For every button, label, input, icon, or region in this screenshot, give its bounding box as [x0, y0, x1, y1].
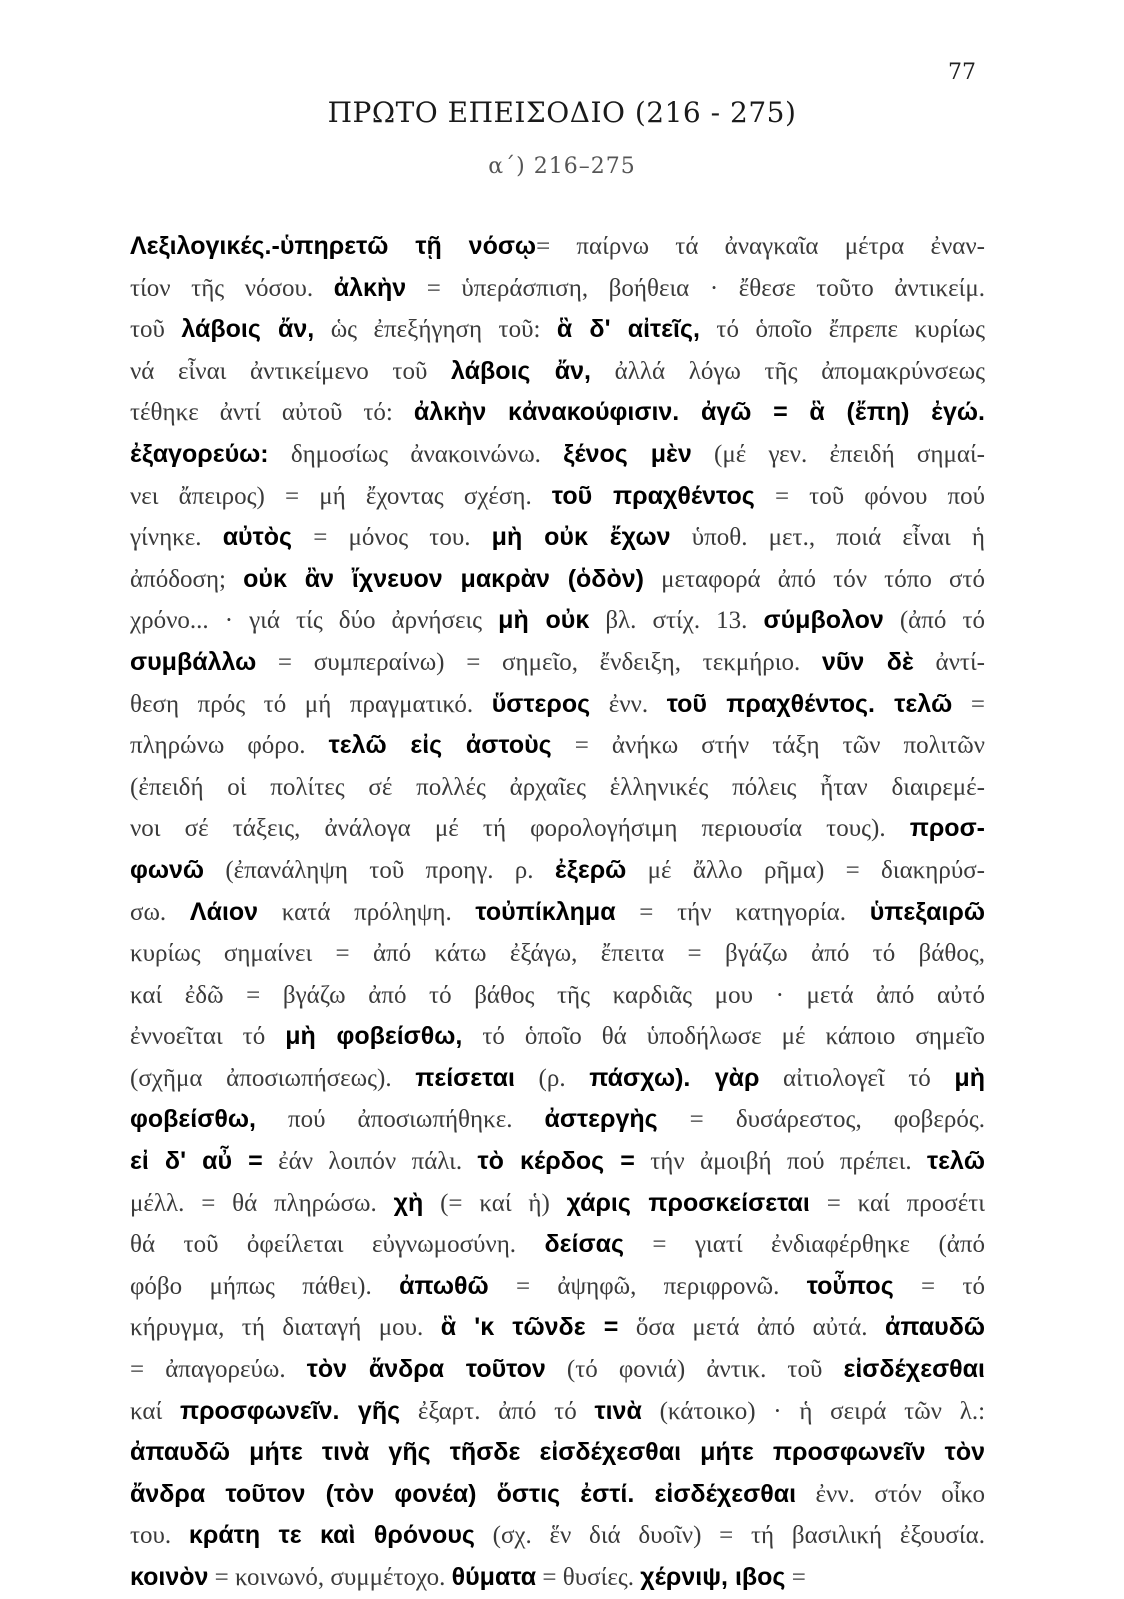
gloss-text: (ἐπειδή οἱ πολίτες σέ πολλές ἀρχαῖες ἑλληνικές πόλεις ἦταν διαιρεμέ- — [130, 773, 985, 801]
gloss-text: = — [785, 1564, 806, 1591]
gloss-text: = ὑπεράσπιση, βοήθεια · ἔθεσε τοῦτο ἀντικείμ. — [406, 274, 985, 302]
gloss-text: = καί προσέτι — [809, 1189, 985, 1217]
lemma-term: ἄνδρα τοῦτον (τὸν φονέα) ὅστις ἐστί. εἰσδέχεσθαι — [130, 1479, 797, 1508]
text-line — [130, 226, 985, 268]
text-line — [130, 684, 985, 726]
gloss-text: = κοινωνό, συμμέτοχο. — [208, 1564, 452, 1591]
gloss-text: σω. — [130, 898, 190, 926]
text-line — [130, 975, 985, 1017]
gloss-text: μέλλ. = θά πληρώσω. — [130, 1189, 394, 1217]
lemma-term: μὴ οὐκ ἔχων — [491, 523, 671, 552]
lemma-term: τοῦ πραχθέντος — [551, 481, 755, 510]
lemma-term: ἀστεργὴς — [544, 1105, 658, 1134]
gloss-text: (σχ. ἕν διά δυοῖν) = τή βασιλική ἐξουσία. — [474, 1522, 985, 1550]
lemma-term: μὴ οὐκ — [498, 606, 590, 635]
gloss-text: φόβο μήπως πάθει). — [130, 1272, 400, 1300]
lemma-term: ἀπαυδῶ — [884, 1313, 985, 1342]
gloss-text: (= καί ἡ) — [423, 1189, 567, 1217]
lemma-term: προσ- — [909, 814, 985, 843]
gloss-text: = θυσίες. — [536, 1564, 641, 1591]
lemma-term: εἰ δ' αὖ = — [130, 1147, 263, 1176]
lemma-term: μὴ — [954, 1063, 985, 1092]
gloss-text: ὅσα μετά ἀπό αὐτά. — [618, 1314, 885, 1342]
gloss-text: ἀντί- — [913, 648, 985, 676]
lemma-term: ἀπωθῶ — [399, 1271, 489, 1300]
text-line — [130, 767, 985, 809]
text-line — [130, 642, 985, 684]
gloss-text: τήν ἀμοιβή πού πρέπει. — [634, 1148, 927, 1176]
gloss-text: = δυσάρεστος, φοβερός. — [657, 1106, 986, 1134]
lemma-term: τοὐπίκλημα — [475, 897, 616, 926]
text-line — [130, 1307, 985, 1349]
lemma-term: οὐκ ἂν ἴχνευον μακρὰν (ὁδὸν) — [243, 564, 644, 593]
gloss-text: (σχῆμα ἀποσιωπήσεως). — [130, 1064, 416, 1092]
gloss-text: = τοῦ φόνου πού — [754, 482, 985, 510]
gloss-text: τίον τῆς νόσου. — [130, 274, 334, 302]
gloss-text: τό ὁποῖο ἔπρεπε κυρίως — [699, 316, 985, 344]
text-line — [130, 725, 985, 767]
lemma-term: νῦν δὲ — [821, 647, 914, 676]
gloss-text: ὡς ἐπεξήγηση τοῦ: — [314, 316, 557, 344]
text-line — [130, 600, 985, 642]
text-line — [130, 309, 985, 351]
lemma-term: δείσας — [544, 1230, 624, 1259]
lemma-term: χάρις προσκείσεται — [566, 1188, 810, 1217]
gloss-text: = τό — [893, 1272, 985, 1300]
text-line — [130, 1141, 985, 1183]
lemma-term: Λεξιλογικές.-ὑπηρετῶ τῇ νόσῳ — [130, 232, 537, 260]
text-line — [130, 808, 985, 850]
gloss-text: (μέ γεν. ἐπειδή σημαί- — [691, 440, 986, 468]
lemma-term: συμβάλλω — [130, 647, 257, 676]
lemma-term: ἀπαυδῶ μήτε τινὰ γῆς τῆσδε εἰσδέχεσθαι μήτε προσφωνεῖν τὸν — [130, 1438, 985, 1467]
text-line — [130, 1058, 985, 1100]
gloss-text: τέθηκε ἀντί αὐτοῦ τό: — [130, 399, 414, 427]
text-line — [130, 476, 985, 518]
text-line — [130, 351, 985, 393]
gloss-text: ἐάν λοιπόν πάλι. — [262, 1148, 478, 1176]
lemma-term: ἐξαγορεύω: — [130, 439, 269, 468]
lemma-term: ἀλκὴν — [333, 273, 407, 302]
text-line — [130, 434, 985, 476]
text-line — [130, 1515, 985, 1557]
lemma-term: θύματα — [451, 1563, 537, 1591]
gloss-text: νά εἶναι ἀντικείμενο τοῦ — [130, 357, 451, 385]
text-line — [130, 1016, 985, 1058]
lemma-term: λάβοις ἄν, — [450, 356, 591, 385]
gloss-text: κατά πρόληψη. — [258, 898, 476, 926]
gloss-text: νει ἄπειρος) = μή ἔχοντας σχέση. — [130, 482, 552, 510]
vocabulary-text — [130, 226, 985, 1599]
text-line — [130, 1266, 985, 1308]
gloss-text: θά τοῦ ὀφείλεται εὐγνωμοσύνη. — [130, 1231, 545, 1259]
text-line — [130, 933, 985, 975]
lemma-term: εἰσδέχεσθαι — [843, 1355, 985, 1384]
text-line — [130, 1432, 985, 1474]
gloss-text: καί — [130, 1397, 180, 1425]
text-line — [130, 1557, 985, 1599]
lemma-term: τινὰ — [594, 1396, 642, 1425]
lemma-term: πάσχω). γὰρ — [589, 1063, 760, 1092]
gloss-text: ἀλλά λόγω τῆς ἀπομακρύνσεως — [591, 357, 985, 385]
text-line — [130, 559, 985, 601]
lemma-term: φωνῶ — [130, 855, 205, 884]
gloss-text: ὑποθ. μετ., ποιά εἶναι ἡ — [670, 524, 986, 552]
lemma-term: σύμβολον — [763, 606, 884, 635]
gloss-text: = μόνος του. — [292, 524, 492, 552]
gloss-text: καί ἐδῶ = βγάζω ἀπό τό βάθος τῆς καρδιᾶς μου · μετά ἀπό αὐτό — [130, 981, 985, 1009]
text-line — [130, 1474, 985, 1516]
gloss-text: μέ ἄλλο ρῆμα) = διακηρύσ- — [626, 856, 985, 884]
gloss-text: ἐξαρτ. ἀπό τό — [400, 1397, 595, 1425]
text-line — [130, 1349, 985, 1391]
text-line — [130, 892, 985, 934]
lemma-term: Λάιον — [189, 897, 259, 926]
gloss-text: ἐνν. — [590, 690, 667, 718]
gloss-text: γίνηκε. — [130, 524, 223, 552]
gloss-text: πληρώνω φόρο. — [130, 732, 329, 760]
gloss-text: πού ἀποσιωπήθηκε. — [255, 1106, 545, 1134]
lemma-term: ἃ δ' αἰτεῖς, — [556, 315, 700, 344]
gloss-text: (ἀπό τό — [883, 607, 986, 635]
gloss-text: τό ὁποῖο θά ὑποδήλωσε μέ κάποιο σημεῖο — [462, 1023, 986, 1051]
text-line — [130, 850, 985, 892]
gloss-text: μεταφορά ἀπό τόν τόπο στό — [643, 565, 985, 593]
gloss-text: (ἐπανάληψη τοῦ προηγ. ρ. — [204, 856, 555, 884]
lemma-term: μὴ φοβείσθω, — [285, 1022, 463, 1051]
text-line — [130, 1391, 985, 1433]
gloss-text: (κάτοικο) · ἡ σειρά τῶν λ.: — [641, 1397, 986, 1425]
gloss-text: = ἀψηφῶ, περιφρονῶ. — [488, 1272, 807, 1300]
lemma-term: ξένος μὲν — [563, 439, 692, 468]
lemma-term: κράτη τε καὶ θρόνους — [188, 1521, 475, 1550]
gloss-text: = γιατί ἐνδιαφέρθηκε (ἀπό — [623, 1231, 985, 1259]
gloss-text: θεση πρός τό μή πραγματικό. — [130, 690, 492, 718]
lemma-term: ἐξερῶ — [554, 855, 627, 884]
lemma-term: λάβοις ἄν, — [181, 315, 315, 344]
lemma-term: τὸ κέρδος = — [477, 1147, 635, 1176]
gloss-text: = ἀνήκω στήν τάξη τῶν πολιτῶν — [551, 732, 985, 760]
gloss-text: = ἀπαγορεύω. — [130, 1356, 307, 1384]
lemma-term: τελῶ — [926, 1147, 986, 1176]
gloss-text: ἐννοεῖται τό — [130, 1023, 286, 1051]
chapter-title: ΠΡΩΤΟ ΕΠΕΙΣΟΔΙΟ (216 - 275) — [327, 96, 797, 129]
gloss-text: ἀπόδοση; — [130, 565, 244, 593]
section-subtitle: α΄) 216–275 — [488, 154, 636, 179]
gloss-text: = παίρνω τά ἀναγκαῖα μέτρα ἐναν- — [536, 233, 985, 260]
lemma-term: ἃ 'κ τῶνδε = — [440, 1313, 619, 1342]
lemma-term: τελῶ εἰς ἀστοὺς — [328, 731, 552, 760]
gloss-text: = — [952, 690, 985, 718]
gloss-text: (ρ. — [514, 1064, 590, 1092]
lemma-term: κοινὸν — [130, 1563, 209, 1591]
lemma-term: τοῦ πραχθέντος. τελῶ — [666, 689, 953, 718]
gloss-text: κυρίως σημαίνει = ἀπό κάτω ἐξάγω, ἔπειτα = βγάζω ἀπό τό βάθος, — [130, 940, 985, 968]
lemma-term: τὸν ἄνδρα τοῦτον — [306, 1355, 546, 1384]
lemma-term: φοβείσθω, — [130, 1105, 256, 1134]
text-line — [130, 1099, 985, 1141]
lemma-term: ὑπεξαιρῶ — [869, 897, 985, 926]
lemma-term: προσφωνεῖν. γῆς — [179, 1396, 401, 1425]
gloss-text: βλ. στίχ. 13. — [589, 607, 764, 635]
text-line — [130, 392, 985, 434]
gloss-text: δημοσίως ἀνακοινώνω. — [268, 440, 564, 468]
gloss-text: τοῦ — [130, 316, 182, 344]
lemma-term: χὴ — [393, 1188, 424, 1217]
lemma-term: χέρνιψ, ιβος — [640, 1563, 786, 1591]
lemma-term: ὕστερος — [491, 689, 591, 718]
lemma-term: πείσεται — [415, 1063, 515, 1092]
gloss-text: ἐνν. στόν οἶκο — [796, 1480, 985, 1508]
text-line — [130, 1183, 985, 1225]
gloss-text: = τήν κατηγορία. — [615, 898, 870, 926]
lemma-term: ἀλκὴν κἀνακούφισιν. ἀγῶ = ἃ (ἔπη) ἐγώ. — [413, 398, 985, 427]
gloss-text: χρόνο... · γιά τίς δύο ἀρνήσεις — [130, 607, 499, 635]
lemma-term: αὐτὸς — [222, 523, 293, 552]
lemma-term: τοὖπος — [806, 1271, 894, 1300]
text-line — [130, 268, 985, 310]
gloss-text: (τό φονιά) ἀντικ. τοῦ — [545, 1356, 844, 1384]
gloss-text: του. — [130, 1522, 189, 1550]
gloss-text: κήρυγμα, τή διαταγή μου. — [130, 1314, 441, 1342]
text-line — [130, 517, 985, 559]
text-line — [130, 1224, 985, 1266]
gloss-text: αἰτιολογεῖ τό — [759, 1064, 955, 1092]
page-number: 77 — [948, 60, 976, 85]
gloss-text: = συμπεραίνω) = σημεῖο, ἔνδειξη, τεκμήριο. — [256, 648, 822, 676]
gloss-text: νοι σέ τάξεις, ἀνάλογα μέ τή φορολογήσιμη περιουσία τους). — [130, 815, 910, 843]
